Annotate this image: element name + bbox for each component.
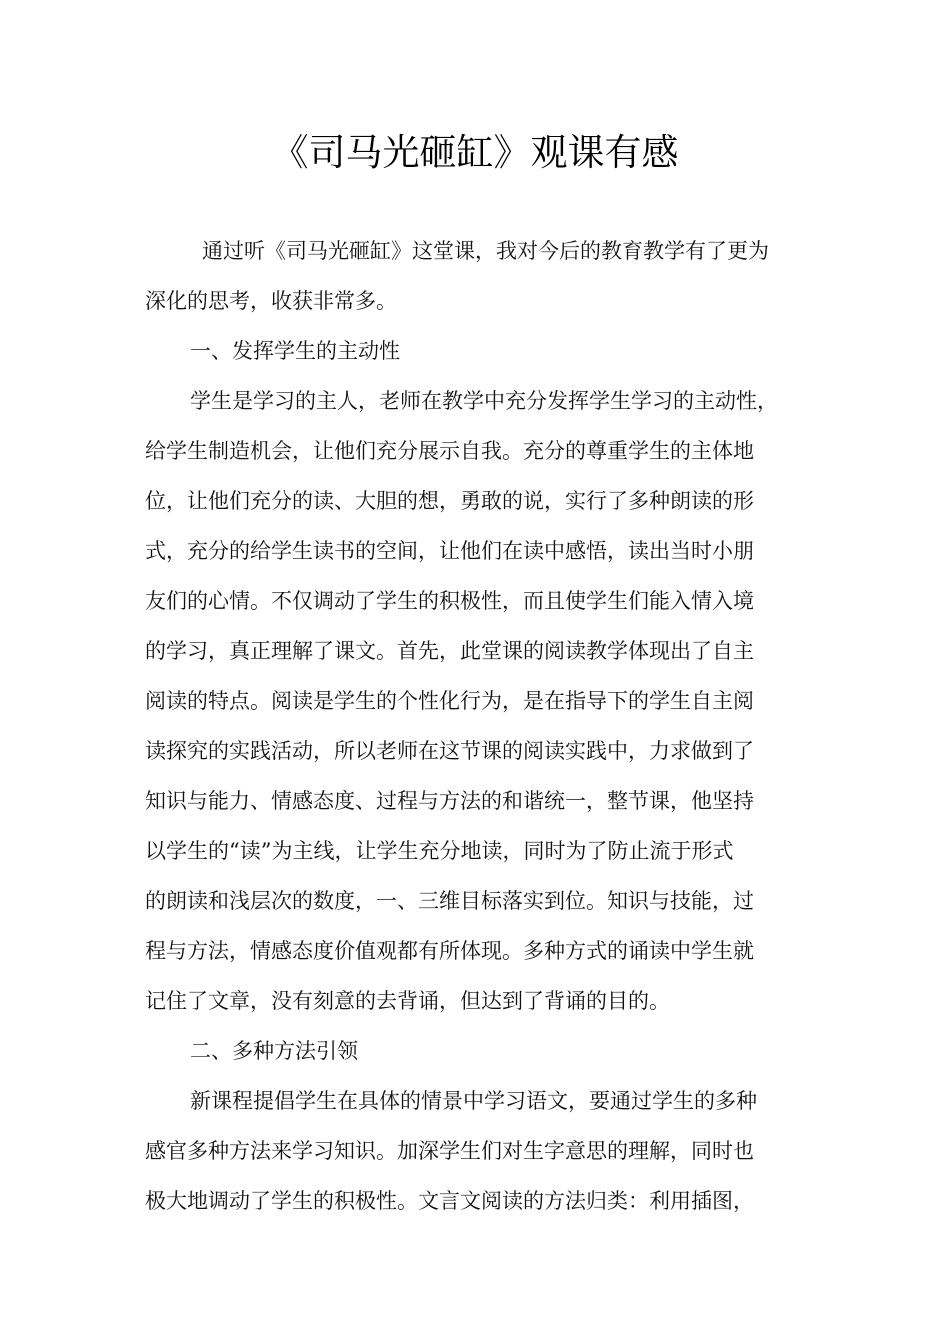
intro-line-1: 通过听《司马光砸缸》这堂课，我对今后的教育教学有了更为 bbox=[202, 239, 769, 263]
paragraph-line: 式，充分的给学生读书的空间，让他们在读中感悟，读出当时小朋 bbox=[145, 539, 754, 563]
paragraph-line: 的朗读和浅层次的数度，一、三维目标落实到位。知识与技能，过 bbox=[145, 889, 754, 913]
paragraph-line: 读探究的实践活动，所以老师在这节课的阅读实践中，力求做到了 bbox=[145, 739, 754, 763]
paragraph-line: 位，让他们充分的读、大胆的想，勇敢的说，实行了多种朗读的形 bbox=[145, 489, 754, 513]
section-heading-2: 二、多种方法引领 bbox=[190, 1039, 358, 1063]
paragraph-line: 极大地调动了学生的积极性。文言文阅读的方法归类：利用插图， bbox=[145, 1189, 754, 1213]
paragraph-line: 感官多种方法来学习知识。加深学生们对生字意思的理解，同时也 bbox=[145, 1139, 754, 1163]
paragraph-line: 程与方法，情感态度价值观都有所体现。多种方式的诵读中学生就 bbox=[145, 939, 754, 963]
paragraph-line: 记住了文章，没有刻意的去背诵，但达到了背诵的目的。 bbox=[145, 989, 670, 1013]
paragraph-line: 知识与能力、情感态度、过程与方法的和谐统一，整节课，他坚持 bbox=[145, 789, 754, 813]
paragraph-line: 以学生的“读”为主线，让学生充分地读，同时为了防止流于形式 bbox=[145, 839, 734, 863]
section-heading-1: 一、发挥学生的主动性 bbox=[190, 339, 400, 363]
intro-line-2: 深化的思考，收获非常多。 bbox=[145, 289, 397, 313]
paragraph-line: 新课程提倡学生在具体的情景中学习语文，要通过学生的多种 bbox=[190, 1089, 757, 1113]
paragraph-line: 友们的心情。不仅调动了学生的积极性，而且使学生们能入情入境 bbox=[145, 589, 754, 613]
paragraph-line: 的学习，真正理解了课文。首先，此堂课的阅读教学体现出了自主 bbox=[145, 639, 754, 663]
document-title: 《司马光砸缸》观课有感 bbox=[271, 131, 679, 174]
paragraph-line: 阅读的特点。阅读是学生的个性化行为，是在指导下的学生自主阅 bbox=[145, 689, 754, 713]
paragraph-line: 给学生制造机会，让他们充分展示自我。充分的尊重学生的主体地 bbox=[145, 439, 754, 463]
paragraph-line: 学生是学习的主人，老师在教学中充分发挥学生学习的主动性， bbox=[190, 389, 778, 413]
